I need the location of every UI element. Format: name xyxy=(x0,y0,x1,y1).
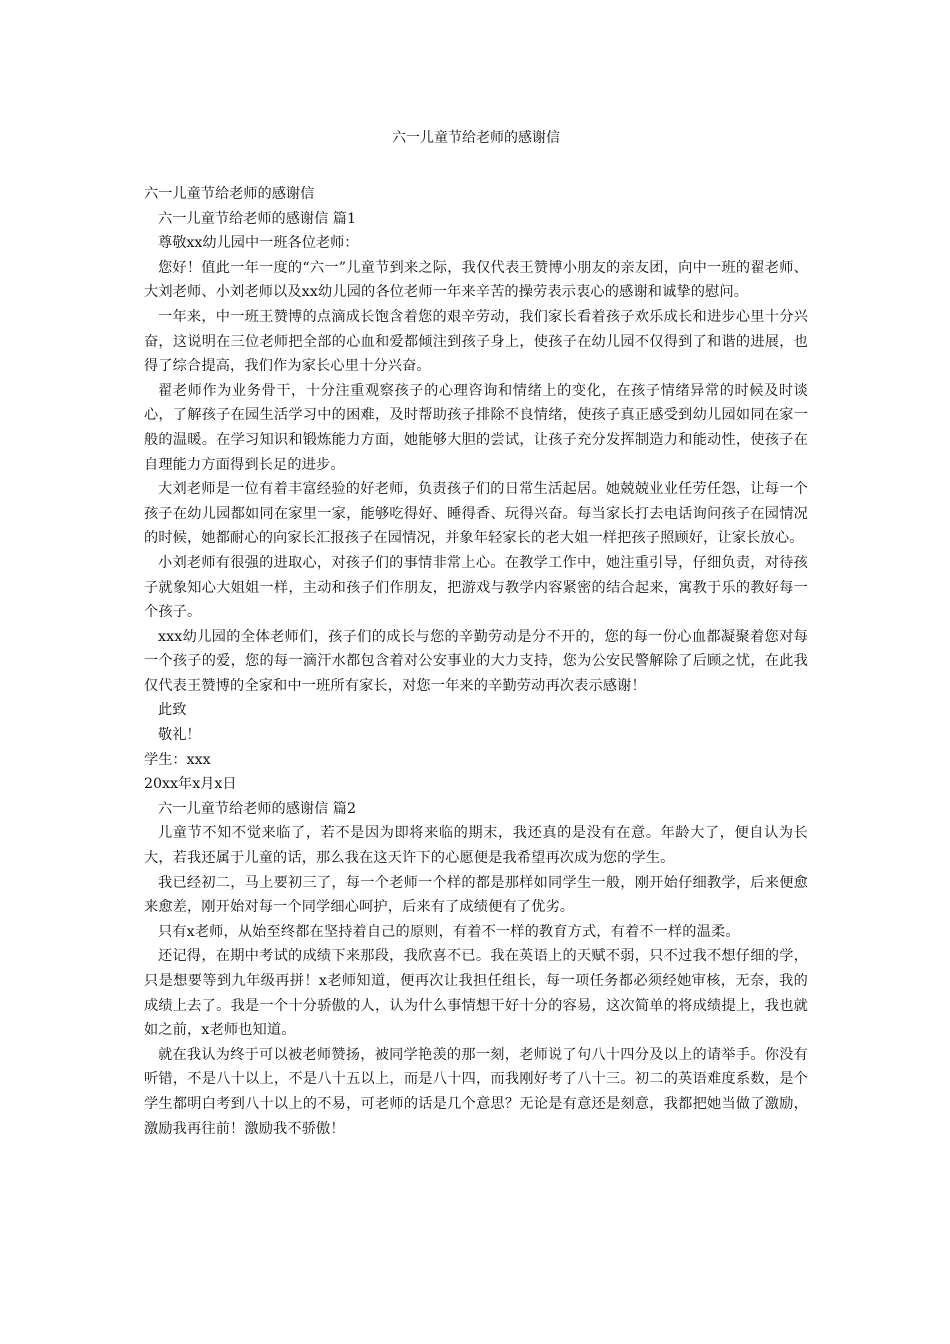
closing-greeting: 此致 xyxy=(158,702,187,719)
letter-date: 20xx年x月x日 xyxy=(144,776,237,793)
document-title: 六一儿童节给老师的感谢信 xyxy=(392,130,560,146)
document-subtitle: 六一儿童节给老师的感谢信 xyxy=(144,186,315,202)
part2-paragraph-3: 只有x老师，从始至终都在坚持着自己的原则，有着不一样的教育方式，有着不一样的温柔。 xyxy=(158,923,740,940)
part1-paragraph-1: 您好！值此一年一度的“六一”儿童节到来之际，我仅代表王赞博小朋友的亲友团，向中一班的翟老师、大刘老师、小刘老师以及xx幼儿园的各位老师一年来辛苦的操劳表示衷心的感谢和诚挚的慰问。 xyxy=(144,259,808,301)
closing-salute: 敬礼！ xyxy=(158,727,201,744)
part2-paragraph-4: 还记得，在期中考试的成绩下来那段，我欣喜不已。我在英语上的天赋不弱，只不过我不想仔细的学，只是想要等到九年级再拼！x老师知道，便再次让我担任组长，每一项任务都必须经她审核，无奈，我的成绩上去了。我是一个十分骄傲的人，认为什么事情想干好十分的容易，这次简单的将成绩提上，我也就如之前，x老师也知道。 xyxy=(144,948,808,1039)
letter-page xyxy=(144,126,808,1141)
part2-paragraph-5: 就在我认为终于可以被老师赞扬，被同学艳羡的那一刻，老师说了句八十四分及以上的请举手。你没有听错，不是八十以上，不是八十五以上，而是八十四，而我刚好考了八十三。初二的英语难度系数，是个学生都明白考到八十以上的不易，可老师的话是几个意思？无论是有意还是刻意，我都把她当做了激励，激励我再往前！激励我不骄傲！ xyxy=(144,1046,808,1137)
signature: 学生：xxx xyxy=(144,751,211,768)
part1-paragraph-4: 大刘老师是一位有着丰富经验的好老师，负责孩子们的日常生活起居。她兢兢业业任劳任怨，让每一个孩子在幼儿园都如同在家里一家，能够吃得好、睡得香、玩得兴奋。每当家长打去电话询问孩子在园情况的时候，她都耐心的向家长汇报孩子在园情况，并象年轻家长的老大姐一样把孩子照顾好，让家长放心。 xyxy=(144,481,808,547)
salutation: 尊敬xx幼儿园中一班各位老师： xyxy=(158,235,359,252)
part2-paragraph-2: 我已经初二，马上要初三了，每一个老师一个样的都是那样如同学生一般，刚开始仔细教学，后来便愈来愈差，刚开始对每一个同学细心呵护，后来有了成绩便有了优劣。 xyxy=(144,874,808,916)
part2-paragraph-1: 儿童节不知不觉来临了，若不是因为即将来临的期末，我还真的是没有在意。年龄大了，便自认为长大，若我还属于儿童的话，那么我在这天许下的心愿便是我希望再次成为您的学生。 xyxy=(144,825,808,867)
part1-heading: 六一儿童节给老师的感谢信 篇1 xyxy=(158,210,356,227)
part1-paragraph-5: 小刘老师有很强的进取心，对孩子们的事情非常上心。在教学工作中，她注重引导，仔细负责，对待孩子就象知心大姐姐一样，主动和孩子们作朋友，把游戏与教学内容紧密的结合起来，寓教于乐的教好每一个孩子。 xyxy=(144,554,808,621)
part1-paragraph-2: 一年来，中一班王赞博的点滴成长饱含着您的艰辛劳动，我们家长看着孩子欢乐成长和进步心里十分兴奋，这说明在三位老师把全部的心血和爱都倾注到孩子身上，使孩子在幼儿园不仅得到了和谐的进展，也得了综合提高，我们作为家长心里十分兴奋。 xyxy=(144,308,808,375)
part1-paragraph-6: xxx幼儿园的全体老师们，孩子们的成长与您的辛勤劳动是分不开的，您的每一份心血都凝聚着您对每一个孩子的爱，您的每一滴汗水都包含着对公安事业的大力支持，您为公安民警解除了后顾之忧，在此我仅代表王赞博的全家和中一班所有家长，对您一年来的辛勤劳动再次表示感谢！ xyxy=(144,628,808,694)
part2-heading: 六一儿童节给老师的感谢信 篇2 xyxy=(158,800,356,817)
part1-paragraph-3: 翟老师作为业务骨干，十分注重观察孩子的心理咨询和情绪上的变化，在孩子情绪异常的时候及时谈心，了解孩子在园生活学习中的困难，及时帮助孩子排除不良情绪，使孩子真正感受到幼儿园如同在家一般的温暖。在学习知识和锻炼能力方面，她能够大胆的尝试，让孩子充分发挥制造力和能动性，使孩子在自理能力方面得到长足的进步。 xyxy=(144,382,808,473)
